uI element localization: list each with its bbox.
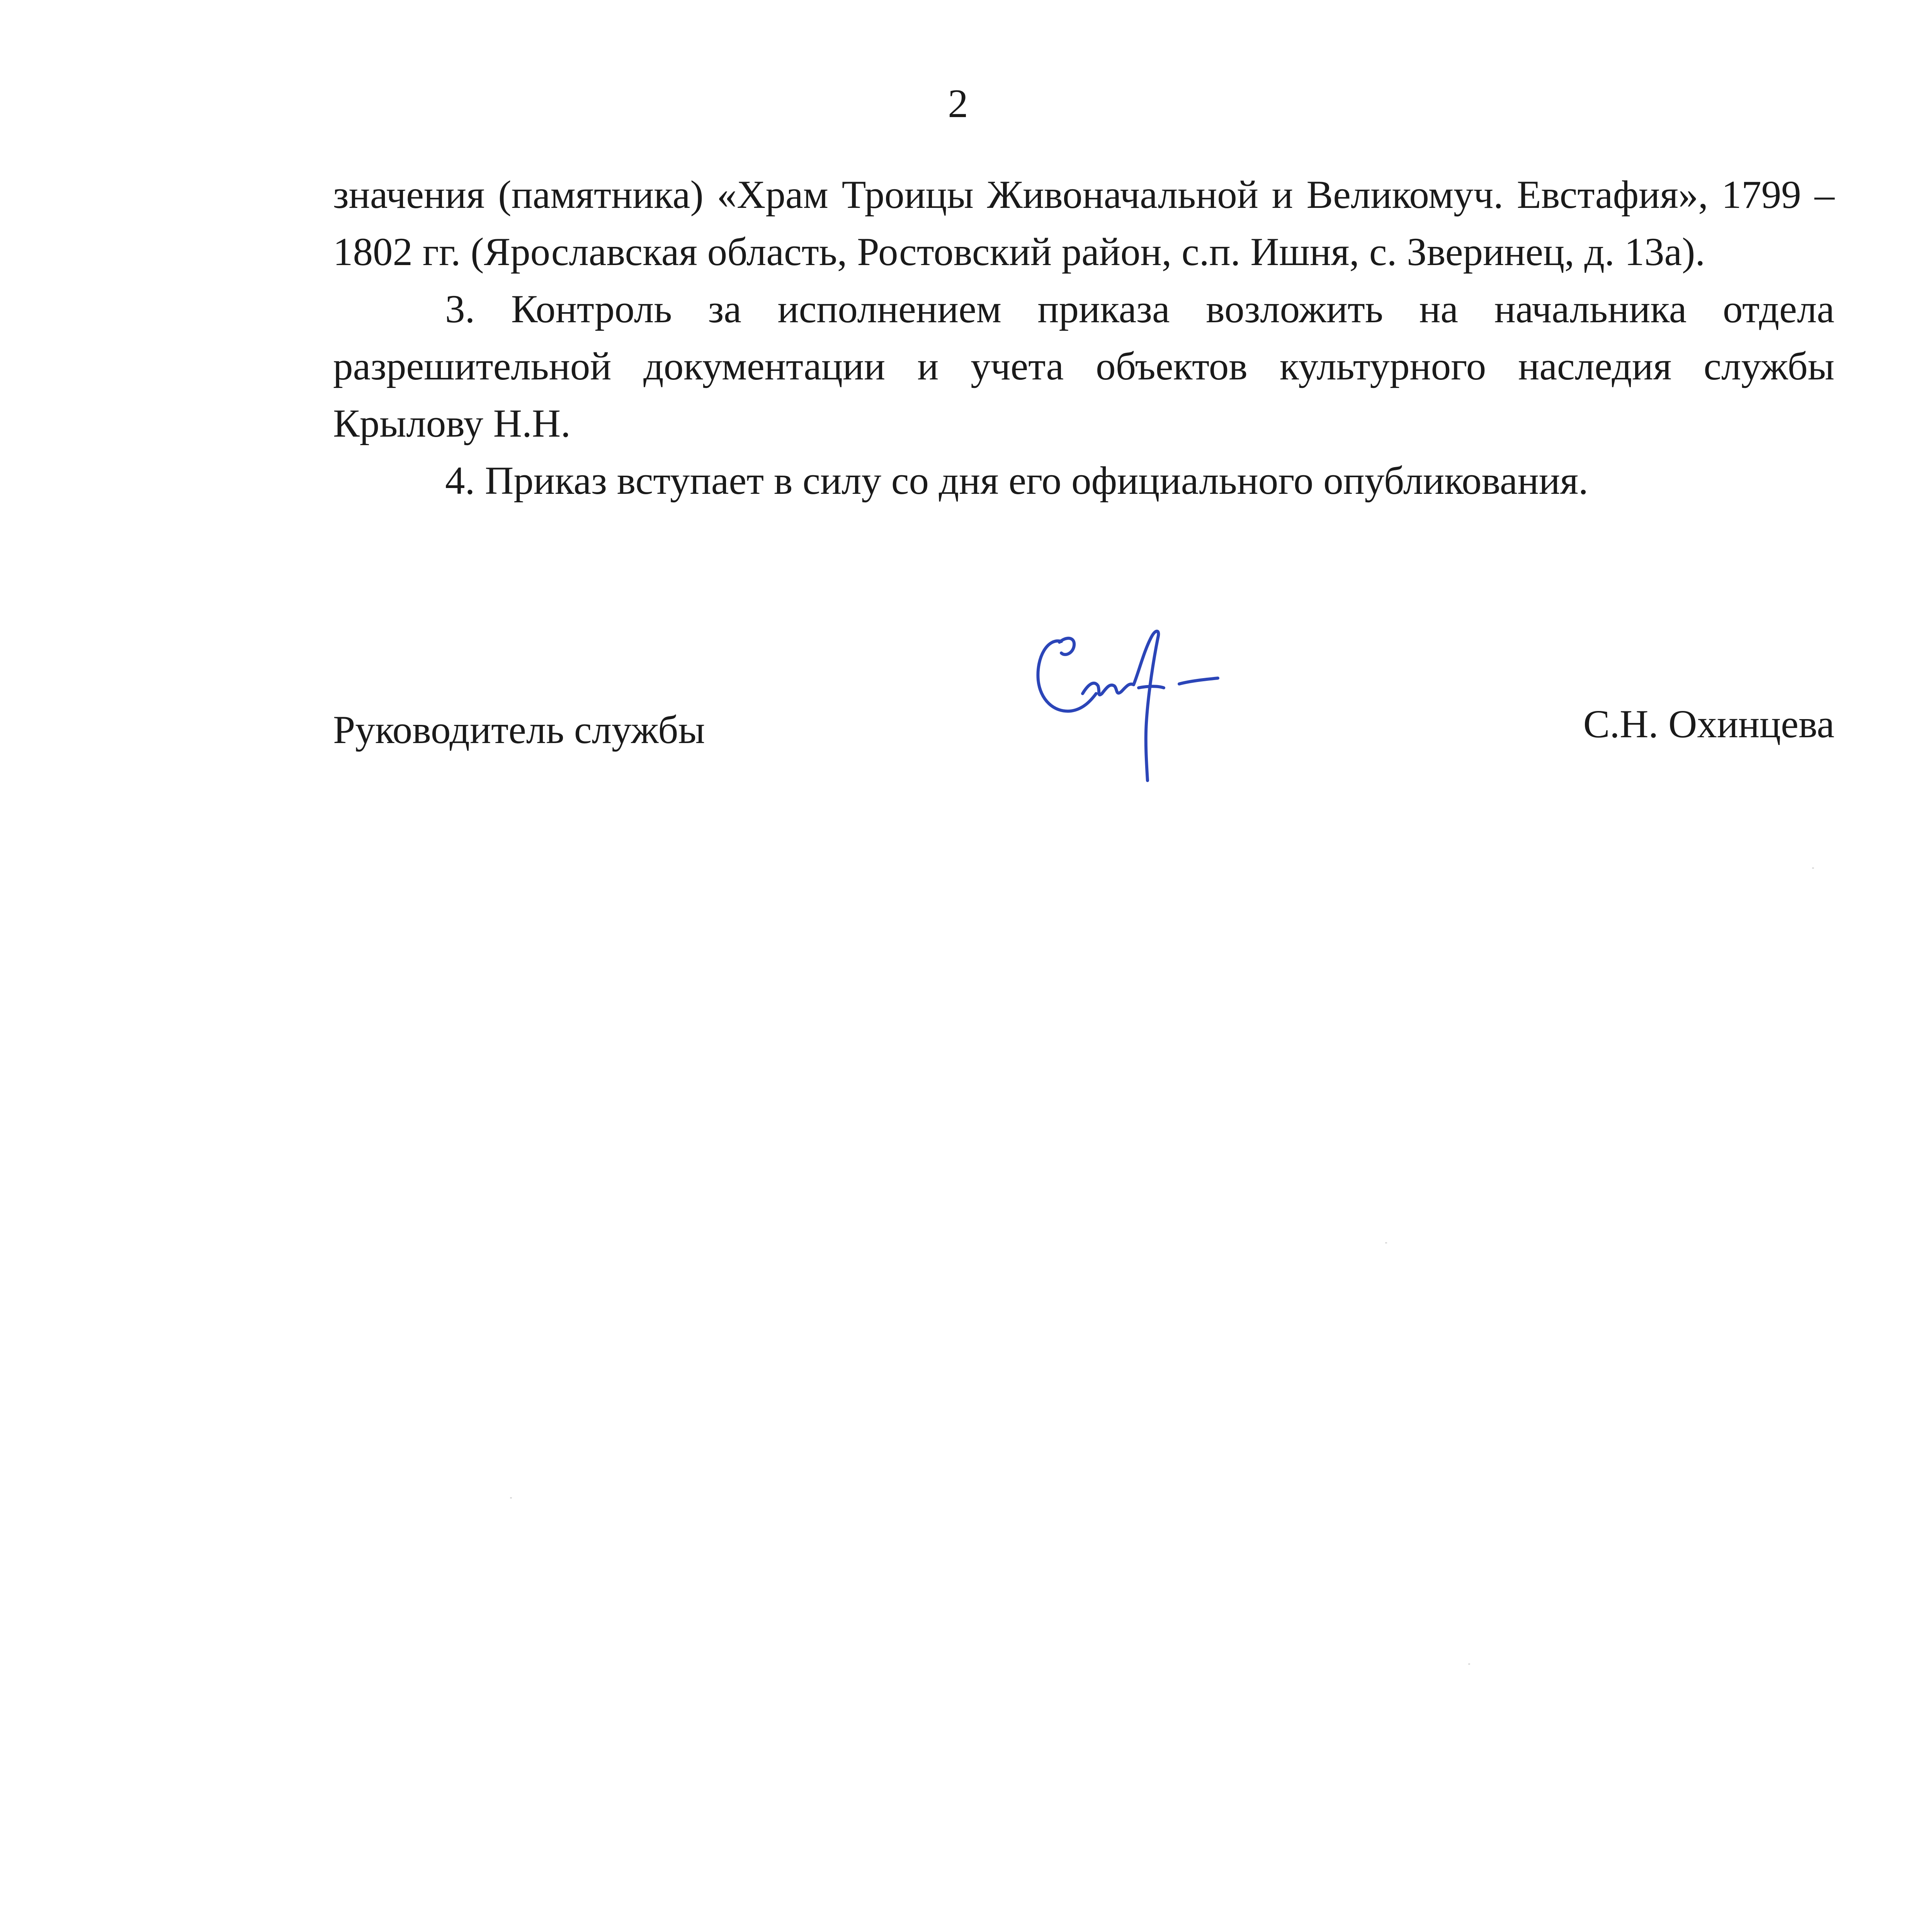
paragraph-item-3: 3. Контроль за исполнением приказа возложить на начальника отдела разрешительной документации и учета объектов культурного наследия службы Крылову Н.Н. [333, 287, 1834, 446]
page-number: 2 [948, 81, 968, 126]
handwritten-signature [1025, 614, 1241, 800]
scan-speck [1812, 867, 1814, 869]
paragraph-continuation: значения (памятника) «Храм Троицы Живоначальной и Великомуч. Евстафия», 1799 – 1802 гг. (Ярославская область, Ростовский район, с.п. Ишня, с. Зверинец, д. 13а). [333, 173, 1834, 274]
scan-speck [510, 1497, 512, 1498]
scan-speck [1385, 1242, 1387, 1243]
paragraph-item-4: 4. Приказ вступает в силу со дня его официального опубликования. [445, 459, 1588, 503]
scan-speck [1468, 1663, 1470, 1665]
signatory-position: Руководитель службы [333, 708, 705, 752]
document-body [333, 166, 1834, 509]
signature-block [333, 692, 1834, 808]
signatory-name: С.Н. Охинцева [1583, 702, 1834, 746]
